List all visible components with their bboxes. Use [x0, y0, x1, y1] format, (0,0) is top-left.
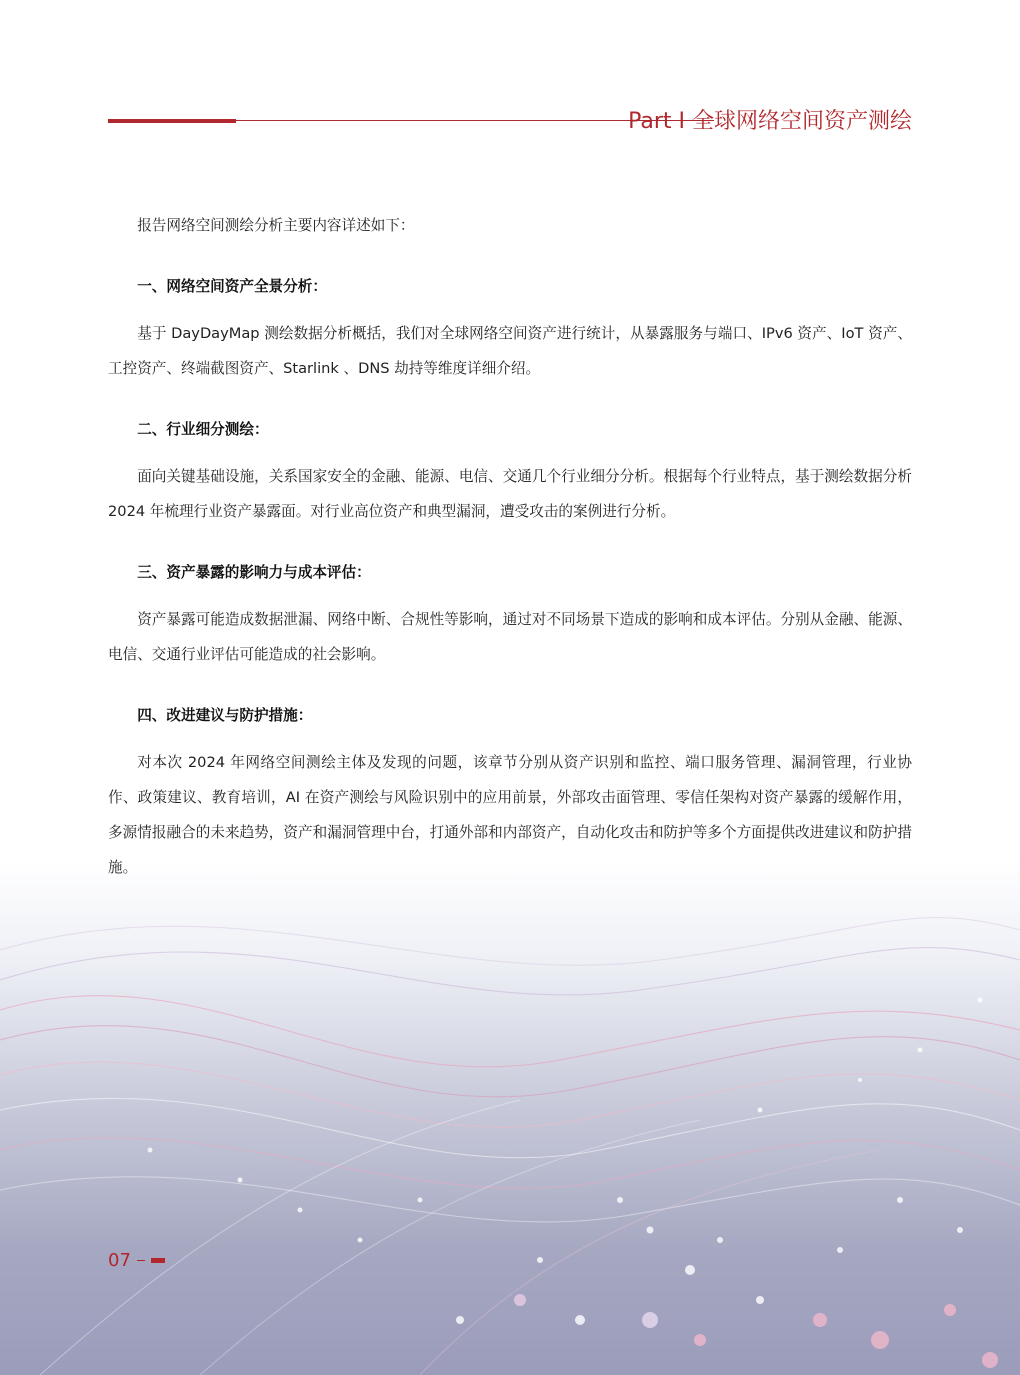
- section-recommendations: [108, 698, 912, 885]
- section-heading: 三、资产暴露的影响力与成本评估：: [137, 564, 371, 581]
- header-title: Part I 全球网络空间资产测绘: [628, 109, 912, 134]
- section-heading: 一、网络空间资产全景分析：: [137, 278, 327, 295]
- section-body: 资产暴露可能造成数据泄漏、网络中断、合规性等影响，通过对不同场景下造成的影响和成本评估。分别从金融、能源、电信、交通行业评估可能造成的社会影响。: [108, 611, 912, 663]
- footer-dash: [137, 1260, 145, 1261]
- main-content: [108, 208, 912, 911]
- intro-paragraph: 报告网络空间测绘分析主要内容详述如下：: [137, 217, 415, 234]
- section-body: 面向关键基础设施，关系国家安全的金融、能源、电信、交通几个行业细分分析。根据每个行业特点，基于测绘数据分析 2024 年梳理行业资产暴露面。对行业高位资产和典型漏洞，遭受攻击的案例进行分析。: [108, 468, 912, 520]
- section-heading: 二、行业细分测绘：: [137, 421, 269, 438]
- section-impact: [108, 555, 912, 672]
- section-overview: [108, 269, 912, 386]
- section-industry: [108, 412, 912, 529]
- section-body: 对本次 2024 年网络空间测绘主体及发现的问题，该章节分别从资产识别和监控、端口服务管理、漏洞管理，行业协作、政策建议、教育培训，AI 在资产测绘与风险识别中的应用前景，外部攻击面管理、零信任架构对资产暴露的缓解作用，多源情报融合的未来趋势，资产和漏洞管理中台，打通外部和内部资产，自动化攻击和防护等多个方面提供改进建议和防护措施。: [108, 754, 912, 876]
- header-accent-bar: [108, 119, 236, 123]
- footer-accent-bar: [151, 1258, 165, 1263]
- section-body: 基于 DayDayMap 测绘数据分析概括，我们对全球网络空间资产进行统计，从暴露服务与端口、IPv6 资产、IoT 资产、工控资产、终端截图资产、Starlink 、DNS 劫持等维度详细介绍。: [108, 325, 912, 377]
- section-header: [108, 100, 912, 140]
- page-number: 07: [108, 1250, 131, 1271]
- section-heading: 四、改进建议与防护措施：: [137, 707, 313, 724]
- page-footer: [108, 1250, 165, 1271]
